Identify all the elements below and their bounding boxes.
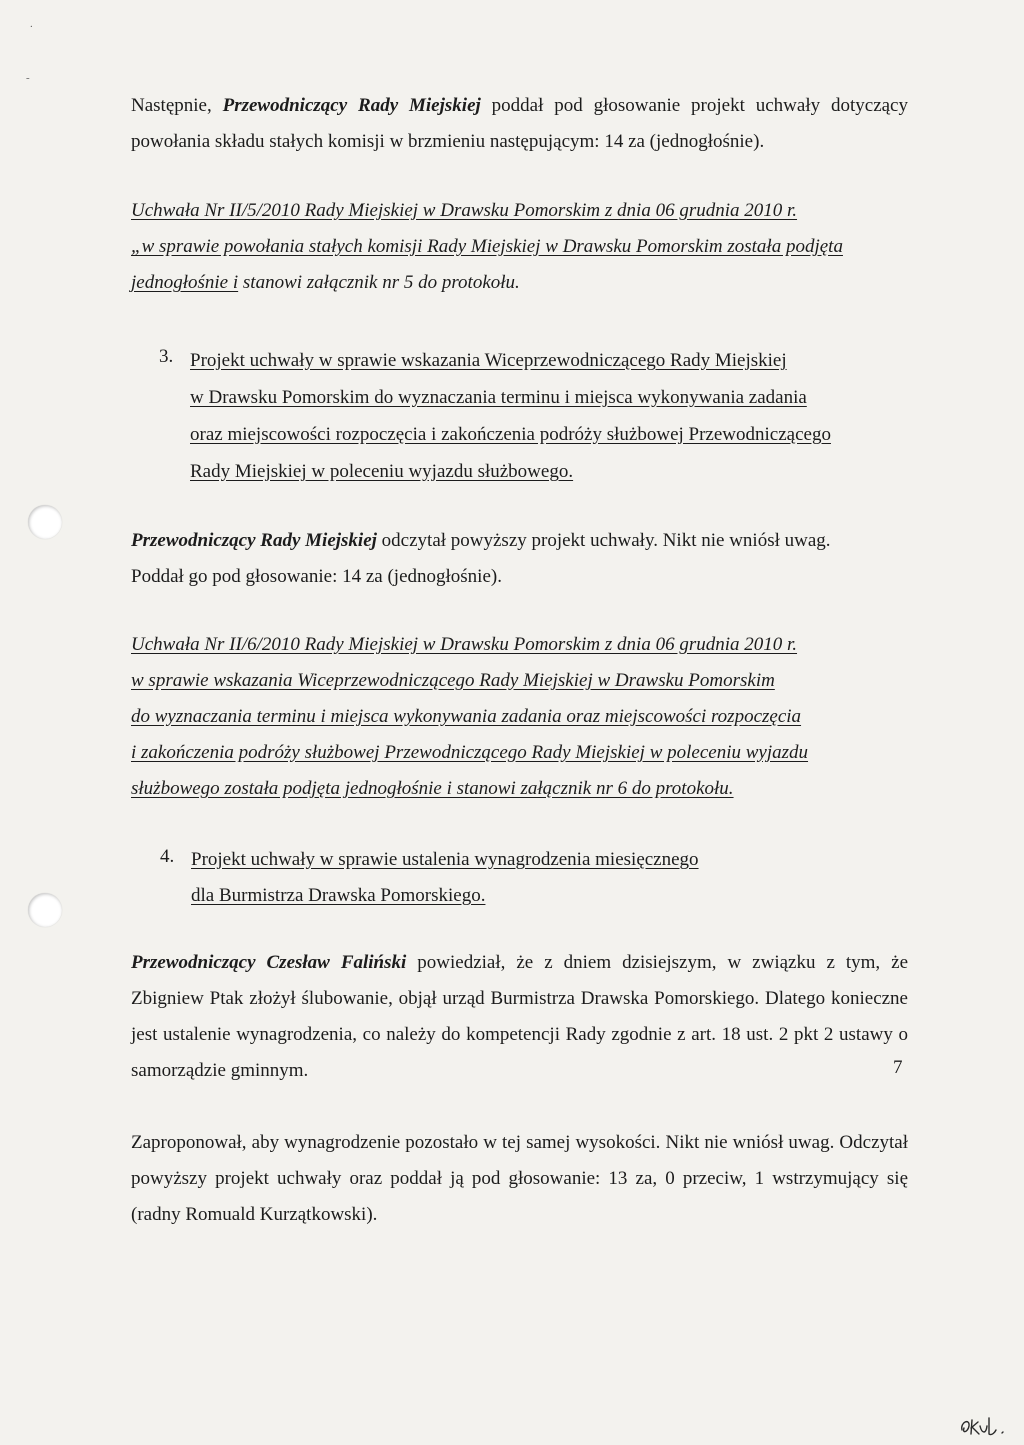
margin-mark: . [30, 18, 33, 30]
paragraph-vote-committees: Następnie, Przewodniczący Rady Miejskiej poddał pod głosowanie projekt uchwały dotyczący powołania składu stałych komisji w brzmieniu następującym: 14 za (jednogłośnie). [131, 95, 908, 152]
paragraph-item3-vote: Przewodniczący Rady Miejskiej odczytał powyższy projekt uchwały. Nikt nie wniósł uwag. Poddał go pod głosowanie: 14 za (jednogłośnie). [131, 530, 831, 587]
paragraph-salary: Przewodniczący Czesław Faliński powiedział, że z dniem dzisiejszym, w związku z tym, że Zbigniew Ptak złożył ślubowanie, objął urząd Burmistrza Drawska Pomorskiego. Dlatego konieczne jest ustalenie wynagrodzenia, co należy do kompetencji Rady zgodnie z art. 18 ust. 2 pkt 2 ustawy o samorządzie gminnym. [131, 952, 909, 1081]
speaker-name: Przewodniczący Rady Miejskiej [222, 95, 481, 116]
item-number: 3. [159, 346, 174, 367]
signature-scribble [958, 1412, 1012, 1438]
punch-hole [28, 893, 62, 927]
speaker-name: Przewodniczący Rady Miejskiej [131, 530, 377, 551]
initials-signature [958, 1412, 1012, 1444]
margin-mark: - [26, 72, 30, 84]
punch-hole [28, 505, 62, 539]
item-number: 4. [160, 846, 175, 867]
agenda-item-4: Projekt uchwały w sprawie ustalenia wynagrodzenia miesięcznego dla Burmistrza Drawska Pomorskiego. [191, 849, 699, 906]
resolution-6: Uchwała Nr II/6/2010 Rady Miejskiej w Drawsku Pomorskim z dnia 06 grudnia 2010 r. w sprawie wskazania Wiceprzewodniczącego Rady Miejskiej w Drawsku Pomorskim do wyznaczania terminu i miejsca wykonywania zadania oraz miejscowości rozpoczęcia i zakończenia podróży służbowej Przewodniczącego Rady Miejskiej w poleceniu wyjazdu służbowego została podjęta jednogłośnie i stanowi załącznik nr 6 do protokołu. [131, 634, 809, 799]
page-number: 7 [893, 1057, 903, 1078]
paragraph-vote-salary: Zaproponował, aby wynagrodzenie pozostało w tej samej wysokości. Nikt nie wniósł uwag. Odczytał powyższy projekt uchwały oraz poddał ją pod głosowanie: 13 za, 0 przeciw, 1 wstrzymujący się (radny Romuald Kurzątkowski). [131, 1132, 908, 1225]
speaker-name: Przewodniczący Czesław Faliński [131, 952, 407, 973]
resolution-title: Uchwała Nr II/5/2010 Rady Miejskiej w Drawsku Pomorskim z dnia 06 grudnia 2010 r. [131, 200, 798, 221]
resolution-5: Uchwała Nr II/5/2010 Rady Miejskiej w Drawsku Pomorskim z dnia 06 grudnia 2010 r. „w sprawie powołania stałych komisji Rady Miejskiej w Drawsku Pomorskim została podjęta jednogłośnie i stanowi załącznik nr 5 do protokołu. [131, 193, 908, 301]
agenda-item-3: Projekt uchwały w sprawie wskazania Wiceprzewodniczącego Rady Miejskiej w Drawsku Pomorskim do wyznaczania terminu i miejsca wykonywania zadania oraz miejscowości rozpoczęcia i zakończenia podróży służbowej Przewodniczącego Rady Miejskiej w poleceniu wyjazdu służbowego. [190, 350, 831, 482]
